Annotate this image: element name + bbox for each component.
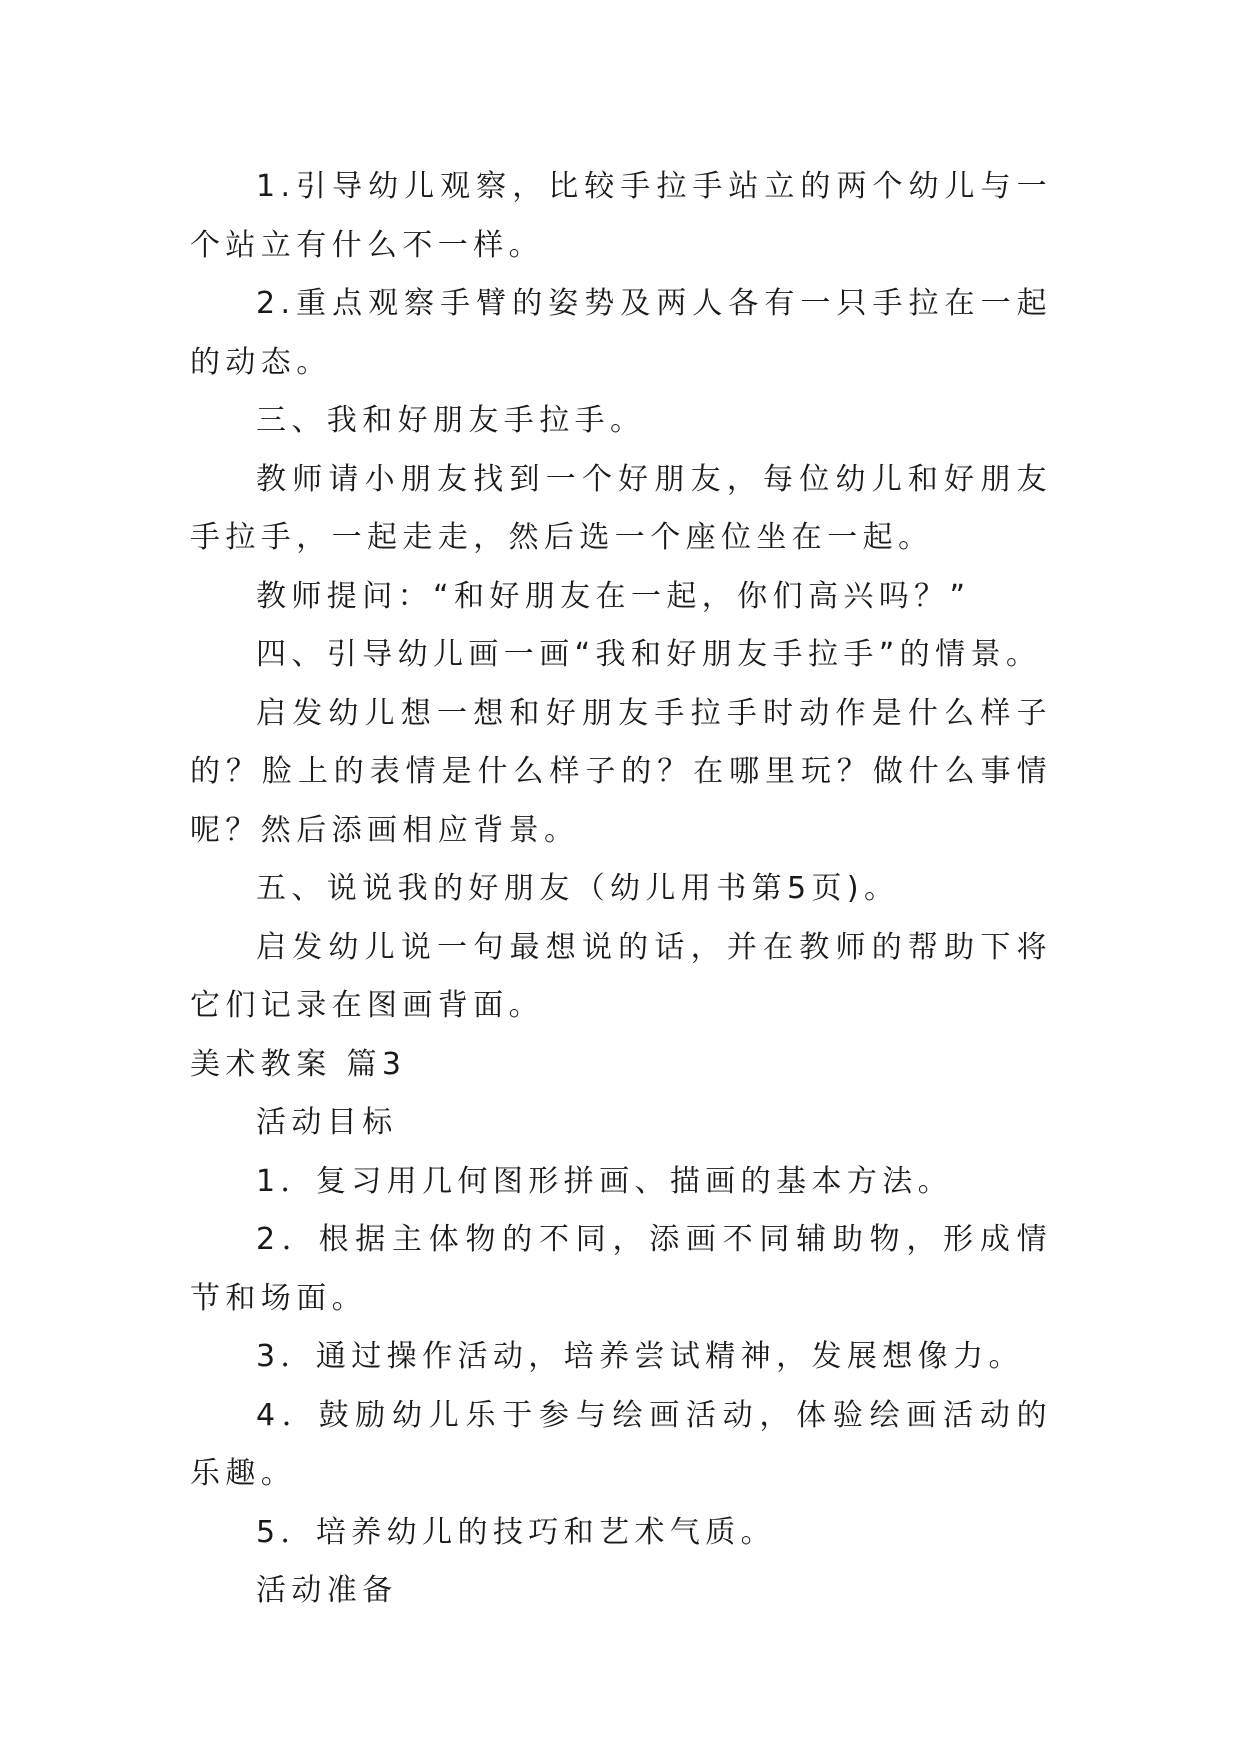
paragraph: 教师请小朋友找到一个好朋友，每位幼儿和好朋友手拉手，一起走走，然后选一个座位坐在一起。 xyxy=(190,461,1052,555)
subheading-activity-goals: 活动目标 xyxy=(256,1105,398,1140)
list-item: 4．鼓励幼儿乐于参与绘画活动，体验绘画活动的乐趣。 xyxy=(190,1397,1052,1491)
list-item: 3．通过操作活动，培养尝试精神，发展想像力。 xyxy=(256,1339,1024,1374)
subheading-activity-preparation: 活动准备 xyxy=(256,1573,398,1608)
paragraph: 教师提问：“和好朋友在一起，你们高兴吗？” xyxy=(256,578,971,614)
list-item: 2．根据主体物的不同，添画不同辅助物，形成情节和场面。 xyxy=(190,1222,1052,1316)
list-item: 5．培养幼儿的技巧和艺术气质。 xyxy=(256,1514,777,1550)
paragraph: 2.重点观察手臂的姿势及两人各有一只手拉在一起的动态。 xyxy=(190,286,1052,380)
paragraph: 启发幼儿想一想和好朋友手拉手时动作是什么样子的？脸上的表情是什么样子的？在哪里玩？做什么事情呢？然后添画相应背景。 xyxy=(190,695,1052,848)
paragraph: 五、说说我的好朋友（幼儿用书第5页)。 xyxy=(256,871,900,906)
document-page xyxy=(190,158,1052,1621)
paragraph: 三、我和好朋友手拉手。 xyxy=(256,403,646,438)
paragraph: 四、引导幼儿画一画“我和好朋友手拉手”的情景。 xyxy=(256,637,1042,672)
list-item: 1．复习用几何图形拼画、描画的基本方法。 xyxy=(256,1163,954,1199)
section-heading: 美术教案 篇3 xyxy=(190,1046,407,1082)
paragraph: 1.引导幼儿观察，比较手拉手站立的两个幼儿与一个站立有什么不一样。 xyxy=(190,169,1052,263)
paragraph: 启发幼儿说一句最想说的话，并在教师的帮助下将它们记录在图画背面。 xyxy=(190,929,1052,1023)
